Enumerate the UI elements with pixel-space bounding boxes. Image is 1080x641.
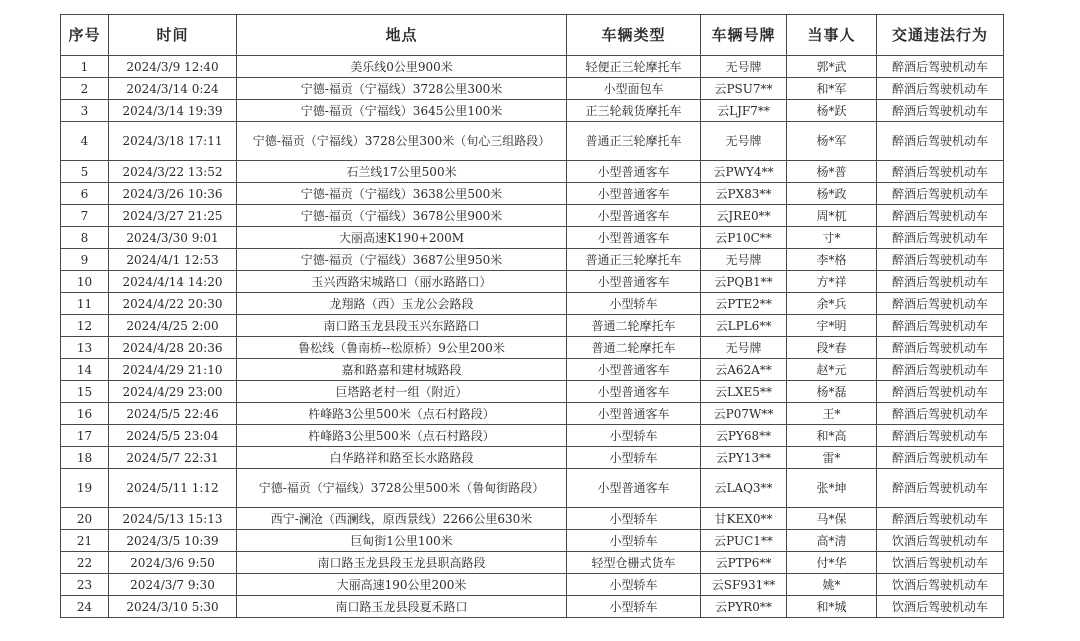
cell-plate: 云PQB1**: [701, 271, 787, 293]
cell-location: 玉兴西路宋城路口（丽水路路口）: [237, 271, 567, 293]
table-row: [61, 596, 1004, 618]
cell-plate: 云PSU7**: [701, 78, 787, 100]
cell-location: 宁德-福贡（宁福线）3638公里500米: [237, 183, 567, 205]
cell-time: 2024/3/14 0:24: [109, 78, 237, 100]
cell-party: 和*军: [787, 78, 877, 100]
cell-time: 2024/4/29 23:00: [109, 381, 237, 403]
cell-vehicle-type: 小型轿车: [567, 596, 701, 618]
cell-plate: 无号牌: [701, 56, 787, 78]
cell-index: 20: [61, 508, 109, 530]
cell-plate: 云PTP6**: [701, 552, 787, 574]
cell-party: 杨*政: [787, 183, 877, 205]
cell-party: 寸*: [787, 227, 877, 249]
cell-location: 南口路玉龙县段玉龙县职高路段: [237, 552, 567, 574]
cell-time: 2024/4/14 14:20: [109, 271, 237, 293]
cell-plate: 云PTE2**: [701, 293, 787, 315]
cell-violation: 醉酒后驾驶机动车: [877, 78, 1004, 100]
cell-party: 余*兵: [787, 293, 877, 315]
cell-vehicle-type: 小型轿车: [567, 574, 701, 596]
cell-vehicle-type: 小型普通客车: [567, 381, 701, 403]
table-row: [61, 100, 1004, 122]
cell-plate: 云SF931**: [701, 574, 787, 596]
cell-vehicle-type: 小型面包车: [567, 78, 701, 100]
cell-party: 赵*元: [787, 359, 877, 381]
table-row: [61, 227, 1004, 249]
cell-time: 2024/5/5 23:04: [109, 425, 237, 447]
cell-index: 13: [61, 337, 109, 359]
cell-violation: 醉酒后驾驶机动车: [877, 469, 1004, 508]
cell-party: 杨*跃: [787, 100, 877, 122]
cell-vehicle-type: 普通正三轮摩托车: [567, 249, 701, 271]
cell-index: 14: [61, 359, 109, 381]
cell-index: 24: [61, 596, 109, 618]
cell-index: 16: [61, 403, 109, 425]
table-row: [61, 205, 1004, 227]
table-row: [61, 337, 1004, 359]
table-row: [61, 249, 1004, 271]
cell-vehicle-type: 小型普通客车: [567, 359, 701, 381]
cell-vehicle-type: 小型普通客车: [567, 183, 701, 205]
cell-location: 宁德-福贡（宁福线）3645公里100米: [237, 100, 567, 122]
cell-violation: 醉酒后驾驶机动车: [877, 100, 1004, 122]
cell-party: 郭*武: [787, 56, 877, 78]
cell-time: 2024/4/25 2:00: [109, 315, 237, 337]
cell-location: 白华路祥和路至长水路路段: [237, 447, 567, 469]
header-row: [61, 15, 1004, 56]
cell-time: 2024/3/18 17:11: [109, 122, 237, 161]
cell-location: 巨甸街1公里100米: [237, 530, 567, 552]
cell-vehicle-type: 小型普通客车: [567, 205, 701, 227]
cell-violation: 醉酒后驾驶机动车: [877, 161, 1004, 183]
cell-violation: 饮酒后驾驶机动车: [877, 596, 1004, 618]
cell-party: 雷*: [787, 447, 877, 469]
cell-party: 高*清: [787, 530, 877, 552]
cell-vehicle-type: 小型普通客车: [567, 161, 701, 183]
cell-violation: 醉酒后驾驶机动车: [877, 337, 1004, 359]
cell-location: 杵峰路3公里500米（点石村路段）: [237, 425, 567, 447]
cell-plate: 云P07W**: [701, 403, 787, 425]
cell-location: 巨塔路老村一组（附近）: [237, 381, 567, 403]
cell-party: 付*华: [787, 552, 877, 574]
cell-violation: 醉酒后驾驶机动车: [877, 205, 1004, 227]
table-row: [61, 425, 1004, 447]
cell-vehicle-type: 小型普通客车: [567, 469, 701, 508]
cell-location: 宁德-福贡（宁福线）3687公里950米: [237, 249, 567, 271]
cell-index: 19: [61, 469, 109, 508]
cell-party: 杨*普: [787, 161, 877, 183]
cell-index: 22: [61, 552, 109, 574]
cell-violation: 醉酒后驾驶机动车: [877, 249, 1004, 271]
cell-violation: 醉酒后驾驶机动车: [877, 183, 1004, 205]
cell-location: 宁德-福贡（宁福线）3728公里300米: [237, 78, 567, 100]
cell-index: 21: [61, 530, 109, 552]
cell-violation: 醉酒后驾驶机动车: [877, 403, 1004, 425]
cell-violation: 醉酒后驾驶机动车: [877, 271, 1004, 293]
cell-plate: 云PX83**: [701, 183, 787, 205]
cell-time: 2024/5/7 22:31: [109, 447, 237, 469]
header-plate: 车辆号牌: [701, 15, 787, 56]
cell-plate: 云LJF7**: [701, 100, 787, 122]
cell-violation: 醉酒后驾驶机动车: [877, 227, 1004, 249]
cell-plate: 云JRE0**: [701, 205, 787, 227]
cell-location: 南口路玉龙县段玉兴东路路口: [237, 315, 567, 337]
cell-party: 李*格: [787, 249, 877, 271]
cell-party: 杨*军: [787, 122, 877, 161]
cell-party: 和*高: [787, 425, 877, 447]
cell-vehicle-type: 小型轿车: [567, 293, 701, 315]
cell-location: 石兰线17公里500米: [237, 161, 567, 183]
cell-location: 大丽高速K190+200M: [237, 227, 567, 249]
cell-time: 2024/3/27 21:25: [109, 205, 237, 227]
cell-vehicle-type: 普通二轮摩托车: [567, 315, 701, 337]
cell-party: 姚*: [787, 574, 877, 596]
cell-vehicle-type: 轻便正三轮摩托车: [567, 56, 701, 78]
cell-violation: 饮酒后驾驶机动车: [877, 574, 1004, 596]
table-row: [61, 381, 1004, 403]
cell-index: 12: [61, 315, 109, 337]
cell-vehicle-type: 普通二轮摩托车: [567, 337, 701, 359]
table-row: [61, 271, 1004, 293]
cell-time: 2024/3/10 5:30: [109, 596, 237, 618]
table-row: [61, 78, 1004, 100]
cell-location: 鲁松线（鲁南桥--松原桥）9公里200米: [237, 337, 567, 359]
cell-plate: 云PYR0**: [701, 596, 787, 618]
cell-plate: 云PY68**: [701, 425, 787, 447]
cell-plate: 云LPL6**: [701, 315, 787, 337]
table-row: [61, 469, 1004, 508]
cell-plate: 云A62A**: [701, 359, 787, 381]
table-row: [61, 359, 1004, 381]
header-vehicle-type: 车辆类型: [567, 15, 701, 56]
cell-plate: 甘KEX0**: [701, 508, 787, 530]
cell-time: 2024/3/30 9:01: [109, 227, 237, 249]
cell-index: 6: [61, 183, 109, 205]
cell-time: 2024/3/14 19:39: [109, 100, 237, 122]
cell-index: 17: [61, 425, 109, 447]
cell-party: 段*春: [787, 337, 877, 359]
cell-plate: 云PY13**: [701, 447, 787, 469]
cell-time: 2024/3/22 13:52: [109, 161, 237, 183]
table-row: [61, 447, 1004, 469]
table-row: [61, 161, 1004, 183]
cell-vehicle-type: 小型普通客车: [567, 403, 701, 425]
table-row: [61, 122, 1004, 161]
cell-index: 10: [61, 271, 109, 293]
cell-location: 嘉和路嘉和建材城路段: [237, 359, 567, 381]
cell-violation: 醉酒后驾驶机动车: [877, 56, 1004, 78]
cell-party: 周*杌: [787, 205, 877, 227]
header-time: 时间: [109, 15, 237, 56]
table-row: [61, 403, 1004, 425]
header-party: 当事人: [787, 15, 877, 56]
cell-vehicle-type: 小型普通客车: [567, 227, 701, 249]
cell-time: 2024/3/6 9:50: [109, 552, 237, 574]
table-row: [61, 508, 1004, 530]
cell-violation: 饮酒后驾驶机动车: [877, 552, 1004, 574]
cell-vehicle-type: 小型普通客车: [567, 271, 701, 293]
cell-plate: 云LAQ3**: [701, 469, 787, 508]
cell-time: 2024/4/28 20:36: [109, 337, 237, 359]
header-index: 序号: [61, 15, 109, 56]
cell-violation: 饮酒后驾驶机动车: [877, 530, 1004, 552]
violations-table: [60, 14, 1004, 618]
cell-violation: 醉酒后驾驶机动车: [877, 359, 1004, 381]
header-violation: 交通违法行为: [877, 15, 1004, 56]
cell-party: 杨*磊: [787, 381, 877, 403]
cell-plate: 云PUC1**: [701, 530, 787, 552]
cell-vehicle-type: 小型轿车: [567, 530, 701, 552]
cell-index: 11: [61, 293, 109, 315]
cell-index: 2: [61, 78, 109, 100]
cell-plate: 云LXE5**: [701, 381, 787, 403]
cell-time: 2024/3/5 10:39: [109, 530, 237, 552]
cell-vehicle-type: 小型轿车: [567, 508, 701, 530]
table-row: [61, 552, 1004, 574]
cell-location: 美乐线0公里900米: [237, 56, 567, 78]
cell-time: 2024/5/11 1:12: [109, 469, 237, 508]
cell-party: 马*保: [787, 508, 877, 530]
cell-location: 宁德-福贡（宁福线）3678公里900米: [237, 205, 567, 227]
cell-time: 2024/4/29 21:10: [109, 359, 237, 381]
cell-index: 8: [61, 227, 109, 249]
cell-index: 15: [61, 381, 109, 403]
cell-party: 张*坤: [787, 469, 877, 508]
cell-plate: 无号牌: [701, 337, 787, 359]
cell-location: 西宁-澜沧（西澜线，原西景线）2266公里630米: [237, 508, 567, 530]
cell-vehicle-type: 普通正三轮摩托车: [567, 122, 701, 161]
cell-index: 3: [61, 100, 109, 122]
header-location: 地点: [237, 15, 567, 56]
cell-index: 9: [61, 249, 109, 271]
cell-index: 7: [61, 205, 109, 227]
cell-violation: 醉酒后驾驶机动车: [877, 447, 1004, 469]
cell-violation: 醉酒后驾驶机动车: [877, 293, 1004, 315]
table-body: [61, 56, 1004, 618]
cell-index: 23: [61, 574, 109, 596]
cell-location: 大丽高速190公里200米: [237, 574, 567, 596]
cell-party: 和*城: [787, 596, 877, 618]
cell-time: 2024/4/1 12:53: [109, 249, 237, 271]
cell-vehicle-type: 轻型仓栅式货车: [567, 552, 701, 574]
cell-location: 南口路玉龙县段夏禾路口: [237, 596, 567, 618]
table-row: [61, 530, 1004, 552]
table-row: [61, 315, 1004, 337]
cell-time: 2024/3/7 9:30: [109, 574, 237, 596]
cell-party: 王*: [787, 403, 877, 425]
cell-index: 1: [61, 56, 109, 78]
cell-time: 2024/5/13 15:13: [109, 508, 237, 530]
table-row: [61, 183, 1004, 205]
cell-time: 2024/3/26 10:36: [109, 183, 237, 205]
cell-plate: 无号牌: [701, 249, 787, 271]
cell-party: 方*祥: [787, 271, 877, 293]
cell-violation: 醉酒后驾驶机动车: [877, 315, 1004, 337]
cell-location: 龙翔路（西）玉龙公会路段: [237, 293, 567, 315]
cell-party: 宇*明: [787, 315, 877, 337]
cell-violation: 醉酒后驾驶机动车: [877, 508, 1004, 530]
cell-plate: 无号牌: [701, 122, 787, 161]
cell-index: 5: [61, 161, 109, 183]
table-row: [61, 574, 1004, 596]
cell-plate: 云PWY4**: [701, 161, 787, 183]
cell-violation: 醉酒后驾驶机动车: [877, 425, 1004, 447]
cell-index: 4: [61, 122, 109, 161]
cell-location: 宁德-福贡（宁福线）3728公里300米（旬心三组路段）: [237, 122, 567, 161]
cell-time: 2024/4/22 20:30: [109, 293, 237, 315]
table-row: [61, 56, 1004, 78]
cell-time: 2024/5/5 22:46: [109, 403, 237, 425]
cell-plate: 云P10C**: [701, 227, 787, 249]
cell-time: 2024/3/9 12:40: [109, 56, 237, 78]
cell-vehicle-type: 小型轿车: [567, 425, 701, 447]
cell-vehicle-type: 正三轮载货摩托车: [567, 100, 701, 122]
table-row: [61, 293, 1004, 315]
cell-vehicle-type: 小型轿车: [567, 447, 701, 469]
cell-violation: 醉酒后驾驶机动车: [877, 381, 1004, 403]
cell-location: 宁德-福贡（宁福线）3728公里500米（鲁甸街路段）: [237, 469, 567, 508]
cell-location: 杵峰路3公里500米（点石村路段）: [237, 403, 567, 425]
cell-violation: 醉酒后驾驶机动车: [877, 122, 1004, 161]
cell-index: 18: [61, 447, 109, 469]
